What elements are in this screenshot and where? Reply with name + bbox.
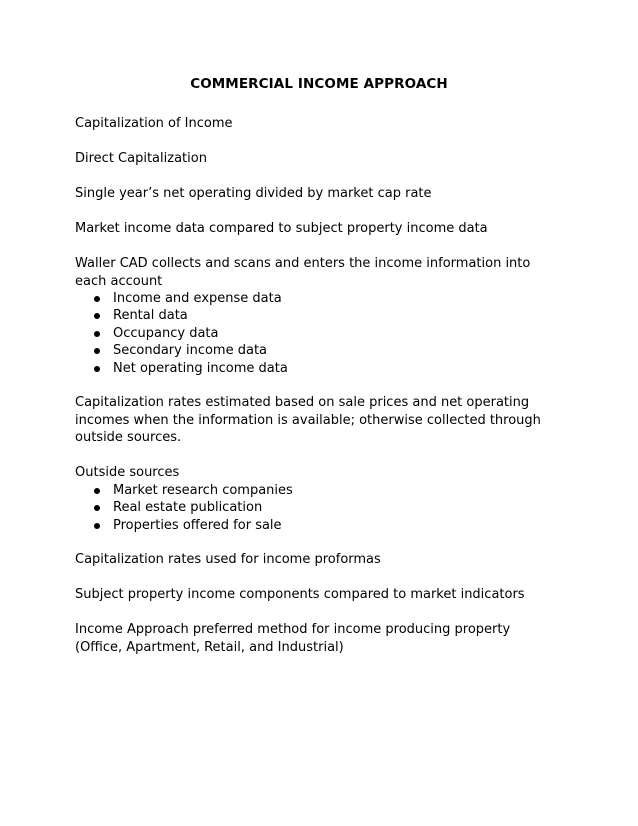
list-item: Secondary income data — [75, 342, 288, 359]
paragraph-subject-property: Subject property income components compared to market indicators — [75, 587, 525, 602]
paragraph-market-income-data: Market income data compared to subject property income data — [75, 221, 488, 236]
bullet-icon — [94, 296, 100, 302]
list-item: Rental data — [75, 307, 288, 324]
list-item: Market research companies — [75, 482, 293, 499]
paragraph-capitalization-rates-estimated: Capitalization rates estimated based on sale prices and net operating incomes when the information is available; otherwise collected through outside sources. — [75, 395, 541, 445]
bullet-icon — [94, 366, 100, 372]
list-item: Real estate publication — [75, 499, 293, 516]
list-item: Occupancy data — [75, 325, 288, 342]
paragraph-capitalization-of-income: Capitalization of Income — [75, 116, 233, 131]
income-data-list — [75, 290, 288, 377]
list-item: Income and expense data — [75, 290, 288, 307]
bullet-icon — [94, 313, 100, 319]
paragraph-income-approach-preferred: Income Approach preferred method for income producing property (Office, Apartment, Retail, and Industrial) — [75, 622, 511, 655]
bullet-icon — [94, 523, 100, 529]
paragraph-outside-sources: Outside sources — [75, 465, 180, 480]
list-item: Net operating income data — [75, 360, 288, 377]
bullet-icon — [94, 488, 100, 494]
paragraph-direct-capitalization: Direct Capitalization — [75, 151, 207, 166]
outside-sources-list — [75, 482, 293, 534]
paragraph-capitalization-rates-used: Capitalization rates used for income proformas — [75, 552, 381, 567]
paragraph-single-year: Single year’s net operating divided by market cap rate — [75, 186, 432, 201]
bullet-icon — [94, 505, 100, 511]
bullet-icon — [94, 348, 100, 354]
page-title: COMMERCIAL INCOME APPROACH — [190, 76, 448, 92]
bullet-icon — [94, 331, 100, 337]
list-item: Properties offered for sale — [75, 517, 293, 534]
paragraph-waller-cad: Waller CAD collects and scans and enters the income information into each account — [75, 256, 531, 289]
